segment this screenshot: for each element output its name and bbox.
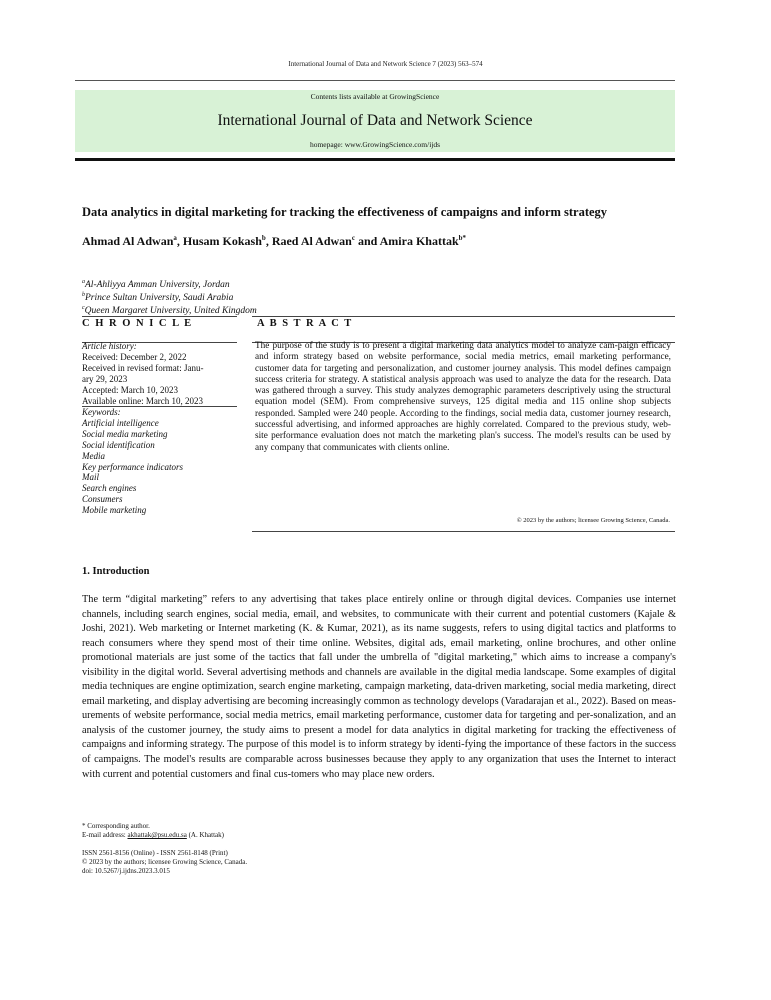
affiliation — [82, 292, 233, 303]
keyword: Social media marketing — [82, 428, 168, 439]
email-label: E-mail address: — [82, 831, 128, 839]
author-name: Raed Al Adwan — [271, 234, 352, 248]
accepted-date: Accepted: March 10, 2023 — [82, 384, 178, 395]
keyword: Consumers — [82, 494, 123, 505]
chronicle-top-rule — [82, 316, 237, 317]
keywords-label: Keywords: — [82, 407, 121, 417]
journal-homepage[interactable]: homepage: www.GrowingScience.com/ijds — [309, 140, 441, 149]
chronicle-heading: C H R O N I C L E — [82, 318, 193, 329]
header-rule — [75, 80, 675, 81]
affiliation-text: Al-Ahliyya Amman University, Jordan — [85, 280, 230, 291]
online-date: Available online: March 10, 2023 — [82, 395, 204, 406]
keyword: Artificial intelligence — [82, 417, 159, 428]
author-name: Husam Kokash — [182, 234, 262, 248]
issn-line: ISSN 2561-8156 (Online) - ISSN 2561-8148 (Print) — [82, 849, 228, 857]
author-list — [82, 234, 466, 249]
keyword: Mail — [82, 472, 99, 483]
revised-date: Received in revised format: Janu- — [82, 362, 204, 373]
author-name: Amira Khattak — [379, 234, 459, 248]
keyword: Social identification — [82, 439, 155, 450]
abstract-heading: A B S T R A C T — [257, 318, 353, 329]
journal-banner — [75, 90, 675, 152]
author-separator: , — [265, 234, 272, 248]
abstract-top-rule — [252, 316, 675, 317]
received-date: Received: December 2, 2022 — [82, 351, 187, 362]
history-label: Article history: — [82, 341, 137, 351]
abstract-copyright: © 2023 by the authors; licensee Growing Science, Canada. — [516, 517, 670, 524]
keywords — [82, 407, 183, 516]
author-affil-mark: c — [351, 234, 355, 242]
affiliation — [82, 279, 230, 290]
author-separator: and — [354, 234, 380, 248]
keyword: Key performance indicators — [82, 461, 183, 472]
contents-available-text: Contents lists available at GrowingScience — [310, 92, 440, 101]
author-name: Ahmad Al Adwan — [82, 234, 174, 248]
paper-title: Data analytics in digital marketing for tracking the effectiveness of campaigns and inform strategy — [82, 205, 608, 219]
affiliation-mark: c — [82, 305, 85, 311]
abstract-text: The purpose of the study is to present a digital marketing data analytics model to analyze cam-paign efficacy and inform strategy based on website performance, social media metrics, email marketing performance, customer data for targeting and personalization, and customer journey analysis. This model defines campaign success criteria for strategy. A statistical analysis approach was used to analyze the data for the research. Data was gathered through a survey. This study analyzes demographic parameters descriptively using the structural equation model (SEM). From comprehensive surveys, 125 digital media and 115 online shop subjects responded. Sampled were 240 people. According to the findings, social media data, customer journey research, successful advertising, and informed approaches are highly correlated. Compared to the previous study, web-site performance evaluation does not match the marketing plan's success. The model's results can be used by any company that communicates with clients online. — [255, 341, 671, 453]
affiliation-mark: b — [82, 292, 85, 298]
email-line — [82, 831, 224, 839]
introduction-paragraph: The term “digital marketing” refers to any advertising that takes place entirely online or through digital devices. Companies use internet channels, including search engines, social media, email, and websites, to communicate with their current and potential customers (Kajale & Joshi, 2021). Web marketing or Internet marketing (K. & Kumar, 2021), as its name suggests, refers to using digital tactics and platforms to reach consumers where they spend most of their time online. Websites, digital ads, email marketing, online brochures, and other online promotional materials are just some of the tactics that fall under the umbrella of "digital marketing," which aims to increase a company's visibility in the digital world. Several advertising methods and channels are available in the digital media landscape. Some examples of digital media techniques are engine optimization, search engine marketing, campaign marketing, data-driven marketing, social media marketing, direct email marketing, and display advertising are becoming increasingly common as technology develops (Varadarajan et al., 2022). Based on meas-urements of website performance, social media metrics, email marketing performance, customer data for targeting and per-sonalization, and an analysis of the customer journey, the study aims to present a model for data analytics in digital marketing for tracking the effectiveness of campaigns and informing strategy. The purpose of this model is to inform strategy by identi-fying the importance of these factors in the success of campaigns. The model's results are comparable across businesses because they apply to any organization that uses the Internet to interact with current and potential customers and final cus-tomers who may place new orders. — [82, 594, 676, 780]
affiliation-text: Queen Margaret University, United Kingdom — [84, 306, 257, 317]
revised-date-cont: ary 29, 2023 — [82, 373, 128, 384]
banner-rule — [75, 158, 675, 161]
affiliation-mark: a — [82, 279, 85, 285]
section-heading-introduction: 1. Introduction — [82, 566, 150, 577]
affiliation-text: Prince Sultan University, Saudi Arabia — [85, 293, 234, 304]
email-author: (A. Khattak) — [186, 831, 224, 839]
email-link[interactable]: akhattak@psu.edu.sa — [127, 831, 187, 839]
keyword: Media — [82, 450, 105, 461]
copyright-line: © 2023 by the authors; licensee Growing Science, Canada. — [82, 858, 248, 866]
author-affil-mark: a — [173, 234, 177, 242]
author-separator: , — [176, 234, 183, 248]
running-head: International Journal of Data and Network Science 7 (2023) 563–574 — [288, 60, 483, 68]
keyword: Mobile marketing — [82, 505, 147, 516]
doi-line[interactable]: doi: 10.5267/j.ijdns.2023.3.015 — [82, 867, 170, 875]
corresponding-author-note: * Corresponding author. — [82, 822, 150, 830]
journal-name: International Journal of Data and Network Science — [217, 112, 533, 129]
affiliation — [82, 305, 257, 316]
author-affil-mark: b* — [458, 234, 467, 242]
author-affil-mark: b — [261, 234, 266, 242]
keyword: Search engines — [82, 483, 137, 494]
article-history — [82, 341, 203, 406]
